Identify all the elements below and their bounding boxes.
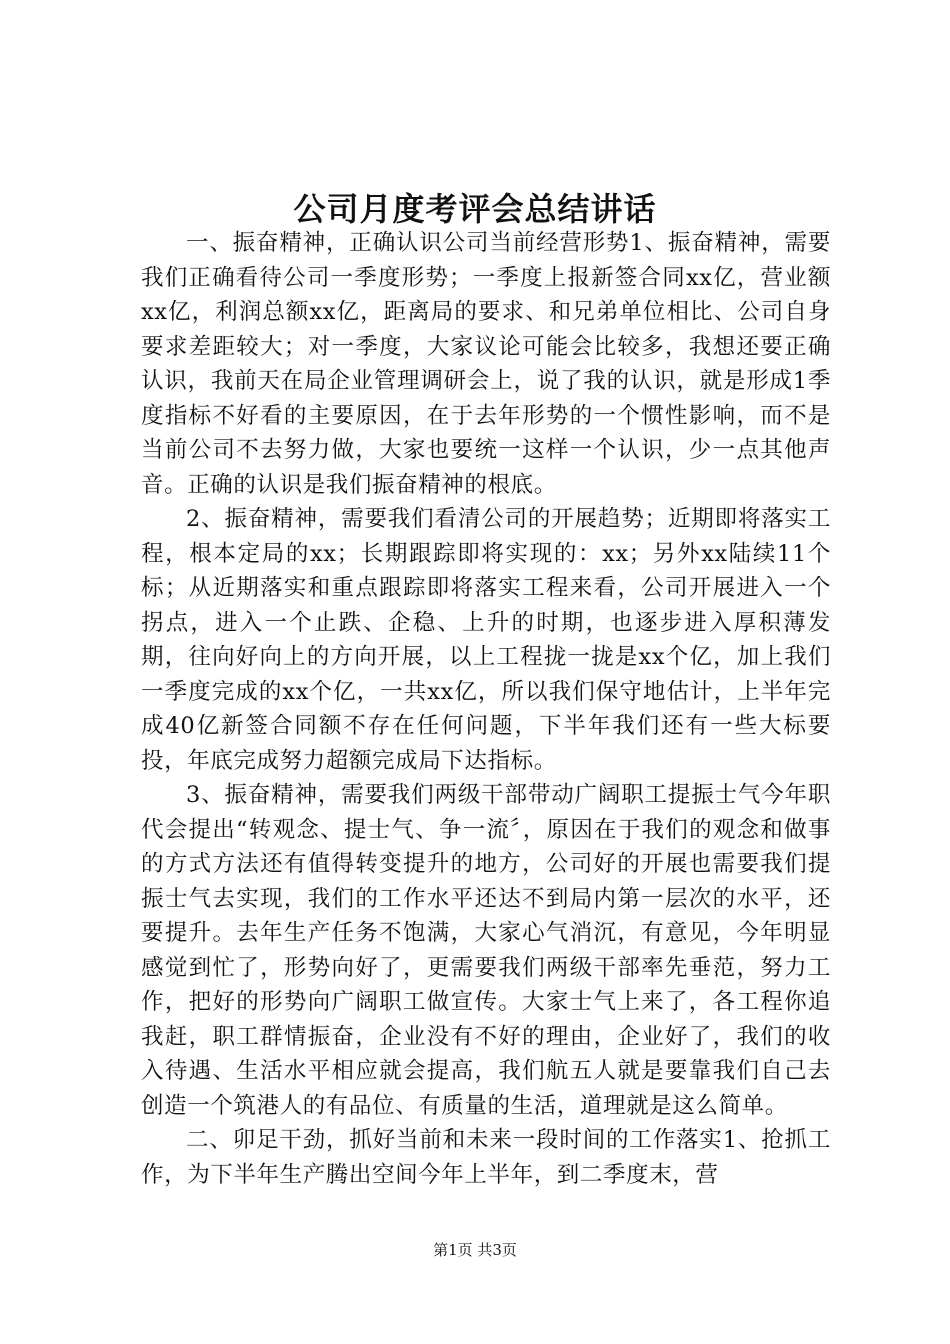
paragraph: 3、振奋精神，需要我们两级干部带动广阔职工提振士气今年职代会提出“转观念、提士气、争一流〞，原因在于我们的观念和做事的方式方法还有值得转变提升的地方，公司好的开展也需要我们提振士气去实现，我们的工作水平还达不到局内第一层次的水平，还要提升。去年生产任务不饱满，大家心气消沉，有意见，今年明显感觉到忙了，形势向好了，更需要我们两级干部率先垂范，努力工作，把好的形势向广阔职工做宣传。大家士气上来了，各工程你追我赶，职工群情振奋，企业没有不好的理由，企业好了，我们的收入待遇、生活水平相应就会提高，我们航五人就是要靠我们自己去创造一个筑港人的有品位、有质量的生活，道理就是这么简单。 (141, 782, 831, 1119)
document-title: 公司月度考评会总结讲话 (293, 190, 657, 228)
page-footer: 第1页 共3页 (433, 1241, 517, 1259)
paragraph: 一、振奋精神，正确认识公司当前经营形势1、振奋精神，需要我们正确看待公司一季度形势；一季度上报新签合同xx亿，营业额xx亿，利润总额xx亿，距离局的要求、和兄弟单位相比、公司自身要求差距较大；对一季度，大家议论可能会比较多，我想还要正确认识，我前天在局企业管理调研会上，说了我的认识，就是形成1季度指标不好看的主要原因，在于去年形势的一个惯性影响，而不是当前公司不去努力做，大家也要统一这样一个认识，少一点其他声音。正确的认识是我们振奋精神的根底。 (141, 230, 831, 498)
paragraph: 二、卯足干劲，抓好当前和未来一段时间的工作落实1、抢抓工作，为下半年生产腾出空间今年上半年，到二季度末，营 (141, 1127, 831, 1188)
paragraph: 2、振奋精神，需要我们看清公司的开展趋势；近期即将落实工程，根本定局的xx；长期跟踪即将实现的：xx；另外xx陆续11个标；从近期落实和重点跟踪即将落实工程来看，公司开展进入一个拐点，进入一个止跌、企稳、上升的时期，也逐步进入厚积薄发期，往向好向上的方向开展，以上工程拢一拢是xx个亿，加上我们一季度完成的xx个亿，一共xx亿，所以我们保守地估计，上半年完成40亿新签合同额不存在任何问题，下半年我们还有一些大标要投，年底完成努力超额完成局下达指标。 (141, 506, 831, 774)
document-body (141, 226, 831, 1192)
